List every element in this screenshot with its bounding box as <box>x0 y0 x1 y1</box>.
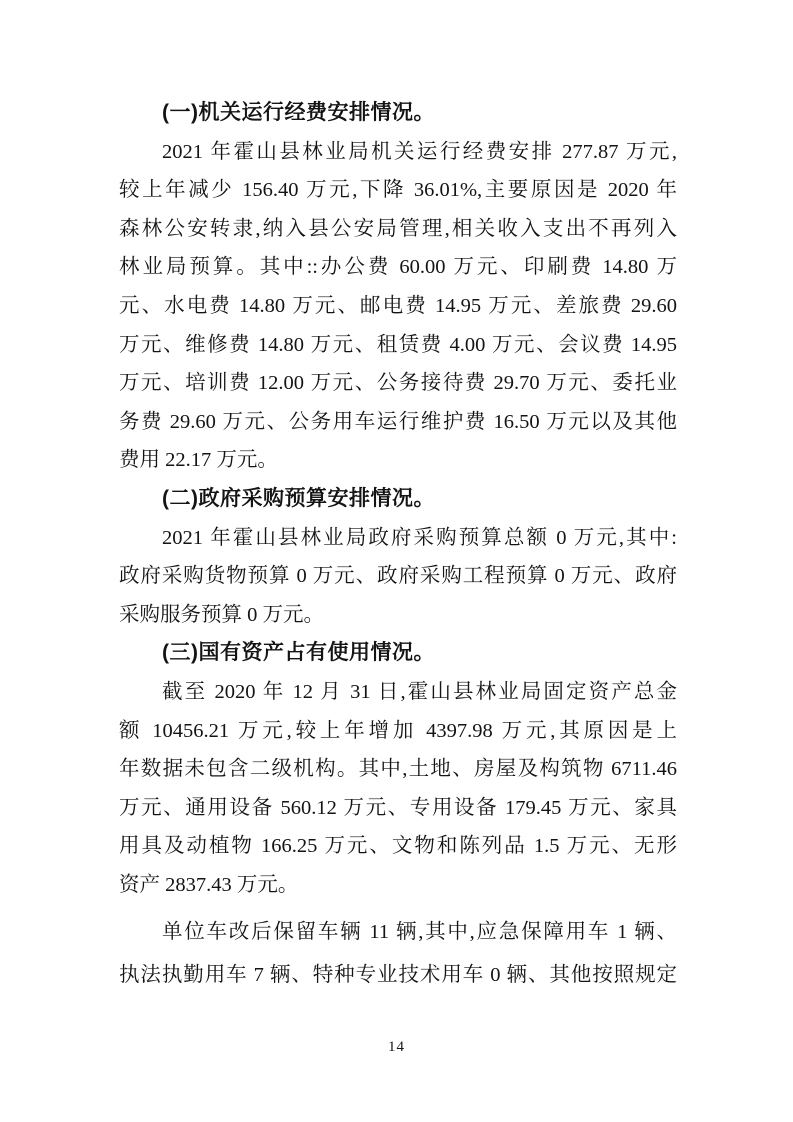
section-heading-block <box>119 480 677 519</box>
paragraph-block <box>119 673 677 905</box>
paragraph-line: 2021 年霍山县林业局机关运行经费安排 277.87 万元, <box>162 140 677 163</box>
paragraph-block <box>119 133 677 480</box>
paragraph-line: 较上年减少 156.40 万元,下降 36.01%,主要原因是 2020 年 <box>119 179 677 202</box>
paragraph-line: 用具及动植物 166.25 万元、文物和陈列品 1.5 万元、无形 <box>119 835 677 858</box>
paragraph-line: 单位车改后保留车辆 11 辆,其中,应急保障用车 1 辆、 <box>162 921 677 944</box>
paragraph-line: 万元、维修费 14.80 万元、租赁费 4.00 万元、会议费 14.95 <box>119 333 677 356</box>
section-heading-block <box>119 94 677 133</box>
paragraph-line: 费用 22.17 万元。 <box>119 449 278 472</box>
section-heading: (一)机关运行经费安排情况。 <box>162 101 435 124</box>
paragraph-block <box>119 519 677 635</box>
paragraph-line: 年数据未包含二级机构。其中,土地、房屋及构筑物 6711.46 <box>119 758 677 781</box>
paragraph-line: 资产 2837.43 万元。 <box>119 873 299 896</box>
paragraph-line: 执法执勤用车 7 辆、特种专业技术用车 0 辆、其他按照规定 <box>119 964 677 987</box>
paragraph-line: 截至 2020 年 12 月 31 日,霍山县林业局固定资产总金 <box>162 680 677 703</box>
section-heading: (二)政府采购预算安排情况。 <box>162 486 435 510</box>
paragraph-line: 2021 年霍山县林业局政府采购预算总额 0 万元,其中: <box>162 526 677 549</box>
paragraph-block <box>119 911 677 997</box>
paragraph-line: 政府采购货物预算 0 万元、政府采购工程预算 0 万元、政府 <box>119 565 677 588</box>
document-content <box>119 94 677 997</box>
section-heading-block <box>119 634 677 673</box>
paragraph-line: 元、水电费 14.80 万元、邮电费 14.95 万元、差旅费 29.60 <box>119 294 677 317</box>
paragraph-line: 森林公安转隶,纳入县公安局管理,相关收入支出不再列入 <box>119 217 677 240</box>
paragraph-line: 采购服务预算 0 万元。 <box>119 603 324 626</box>
page-number: 14 <box>388 1039 405 1055</box>
paragraph-line: 林业局预算。其中::办公费 60.00 万元、印刷费 14.80 万 <box>119 256 677 279</box>
paragraph-line: 万元、通用设备 560.12 万元、专用设备 179.45 万元、家具 <box>119 796 677 819</box>
paragraph-line: 额 10456.21 万元,较上年增加 4397.98 万元,其原因是上 <box>119 719 677 742</box>
paragraph-line: 务费 29.60 万元、公务用车运行维护费 16.50 万元以及其他 <box>119 410 677 433</box>
paragraph-line: 万元、培训费 12.00 万元、公务接待费 29.70 万元、委托业 <box>119 372 677 395</box>
page-footer <box>0 1038 793 1056</box>
section-heading: (三)国有资产占有使用情况。 <box>162 641 435 665</box>
